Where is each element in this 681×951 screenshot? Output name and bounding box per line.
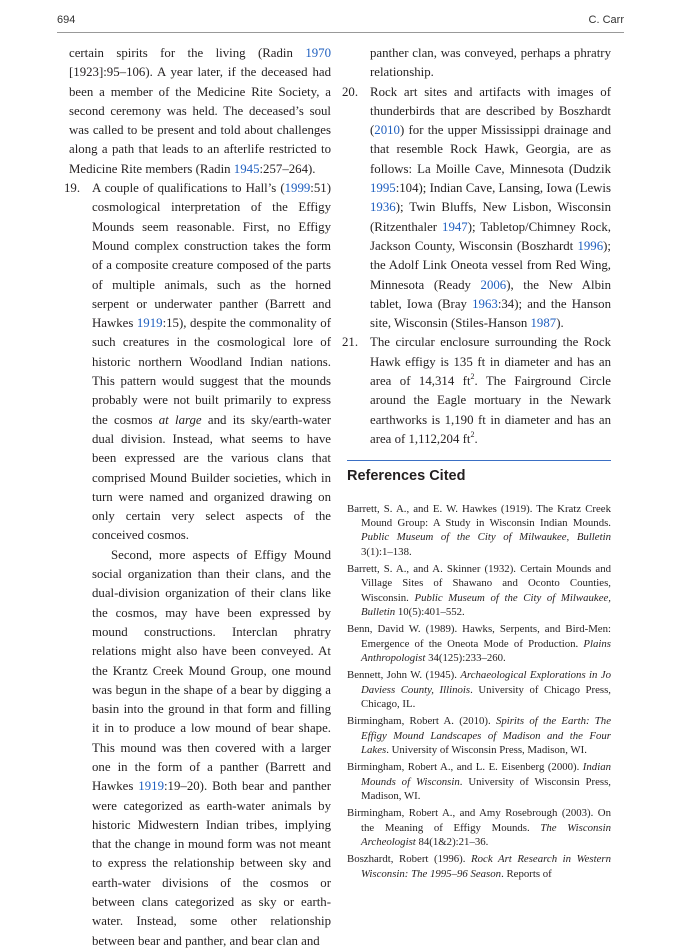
reference-entry: Barrett, S. A., and E. W. Hawkes (1919). The Kratz Creek Mound Group: A Study in Wisconsin Indian Mounds. Public Museum of the City of Milwaukee, Bulletin 3(1):1–138. — [347, 503, 611, 558]
running-head-author: C. Carr — [588, 14, 624, 26]
citation-link[interactable]: 1996 — [577, 238, 604, 253]
citation-link[interactable]: 1963 — [472, 296, 498, 311]
paragraph-continued: panther clan, was conveyed, perhaps a phratry relationship. — [370, 46, 611, 80]
citation-link[interactable]: 1995 — [370, 181, 396, 196]
note-19: 19. A couple of qualifications to Hall’s (1999:51) cosmological interpretation of the Effigy Mounds seem reasonable. First, no Effigy Mound complex construction takes the form of a composite creature composed of the parts of multiple animals, such as the horned serpent or underwater panther (Barrett and Hawkes 1919:15), despite the commonality of such creatures in the cosmological lore of historic northern Woodland Indian nations. This pattern would suggest that the mounds probably were not built primarily to express the cosmos at large and its sky/earth-water dual division. Instead, what seems to have been expressed are the various clans that comprised Mound Builder societies, which in turn were named and organized drawing on only certain very select aspects of the conceived cosmos. Second, more aspects of Effigy Mound social organization than their clans, and the dual-division organization of their clans like the cosmos, may have been expressed by mound constructions. Interclan phratry relations might also have been conveyed. At the Krantz Creek Mound Group, one mound was begun in the shape of a bear by digging a basin into the ground in that form and filling it in to produce a low mound of bear shape. This mound was then covered with a larger one in the form of a panther (Barrett and Hawkes 1919:19–20). Both bear and panther were categorized as earth-water animals by historic Midwestern Indian tribes, implying that the change in mound form was not meant to express the relationship between sky and earth-water divisions of the cosmos or between clans categorized as sky or earth-water. Instead, some other relationship between bear and panther, and bear clan and — [69, 179, 331, 951]
note-21: 21. The circular enclosure surrounding the Rock Hawk effigy is 135 ft in diameter and has an area of 14,314 $ft^2$. The Fairground Circle around the Eagle mortuary in the Newark earthworks is 1,190 ft in diameter and has an area of 1,112,204 $ft^2$. — [342, 335, 611, 446]
citation-link[interactable]: 2006 — [480, 277, 507, 292]
paragraph-second-aspects: Second, more aspects of Effigy Mound social organization than their clans, and the dual-division organization of their clans like the cosmos, may have been expressed by mound constructions. Interclan phratry relations might also have been conveyed. At the Krantz Creek Mound Group, one mound was begun in the shape of a bear by digging a basin into the ground in that form and filling it in to produce a low mound of bear shape. This mound was then covered with a larger one in the form of a panther (Barrett and Hawkes 1919:19–20). Both bear and panther were categorized as earth-water animals by historic Midwestern Indian tribes, implying that the change in mound form was not meant to express the relationship between sky and earth-water divisions of the cosmos or between clans categorized as sky or earth-water. Instead, some other relationship between bear and panther, and bear clan and — [92, 547, 331, 948]
citation-link[interactable]: 1999 — [284, 181, 311, 196]
note-number: 20. — [342, 84, 359, 99]
note-number: 21. — [342, 335, 359, 350]
reference-entry: Barrett, S. A., and A. Skinner (1932). Certain Mounds and Village Sites of Shawano and Oconto Counties, Wisconsin. Public Museum of the City of Milwaukee, Bulletin 10(5):401–552. — [347, 563, 611, 618]
citation-link[interactable]: 1936 — [370, 200, 396, 215]
citation-link[interactable]: 2010 — [374, 123, 400, 138]
paragraph-radin: certain spirits for the living (Radin 1970 [1923]:95–106). A year later, if the deceased had been a member of the Medicine Rite Society, a second ceremony was held. The deceased’s soul was called to be present and told about challenges along a path that leads to an afterlife restricted to Medicine Rite members (Radin 1945:257–264). — [69, 46, 331, 176]
left-column — [64, 44, 331, 951]
citation-link[interactable]: 1970 — [305, 46, 331, 60]
reference-entry: Benn, David W. (1989). Hawks, Serpents, and Bird-Men: Emergence of the Oneota Mode of Production. Plains Anthropologist 34(125):233–260. — [347, 623, 611, 664]
citation-link[interactable]: 1919 — [138, 779, 164, 794]
citation-link[interactable]: 1945 — [233, 161, 260, 176]
reference-entry: Birmingham, Robert A. (2010). Spirits of the Earth: The Effigy Mound Landscapes of Madison and the Four Lakes. University of Wisconsin Press, Madison, WI. — [347, 715, 611, 756]
reference-entry: Birmingham, Robert A., and L. E. Eisenberg (2000). Indian Mounds of Wisconsin. University of Wisconsin Press, Madison, WI. — [347, 761, 611, 802]
reference-entry: Boszhardt, Robert (1996). Rock Art Research in Western Wisconsin: The 1995–96 Season. Reports of — [347, 853, 611, 880]
citation-link[interactable]: 1947 — [442, 219, 468, 234]
note-number: 19. — [64, 181, 81, 196]
citation-link[interactable]: 1987 — [530, 316, 557, 331]
reference-entry: Birmingham, Robert A., and Amy Rosebrough (2003). On the Meaning of Effigy Mounds. The Wisconsin Archeologist 84(1&2):21–36. — [347, 807, 612, 848]
references-list — [347, 502, 611, 884]
citation-link[interactable]: 1919 — [136, 316, 163, 331]
references-rule — [347, 460, 611, 461]
note-20: 20. Rock art sites and artifacts with images of thunderbirds that are described by Boszhardt (2010) for the upper Mississippi drainage and that resemble Rock Hawk, Georgia, are as follows: La Moille Cave, Minnesota (Dudzik 1995:104); Indian Cave, Lansing, Iowa (Lewis 1936); Twin Bluffs, New Lisbon, Wisconsin (Ritzenthaler 1947); Tabletop/Chimney Rock, Jackson County, Wisconsin (Boszhardt 1996); the Adolf Link Oneota vessel from Red Wing, Minnesota (Ready 2006), the New Albin tablet, Iowa (Bray 1963:34); and the Hanson site, Wisconsin (Stiles-Hanson 1987). — [342, 84, 611, 331]
references-heading: References Cited — [347, 468, 466, 484]
reference-entry: Bennett, John W. (1945). Archaeological Explorations in Jo Daviess County, Illinois. University of Chicago Press, Chicago, IL. — [347, 669, 612, 710]
right-column — [342, 44, 611, 449]
header-rule — [57, 32, 624, 33]
page-number: 694 — [57, 14, 76, 26]
